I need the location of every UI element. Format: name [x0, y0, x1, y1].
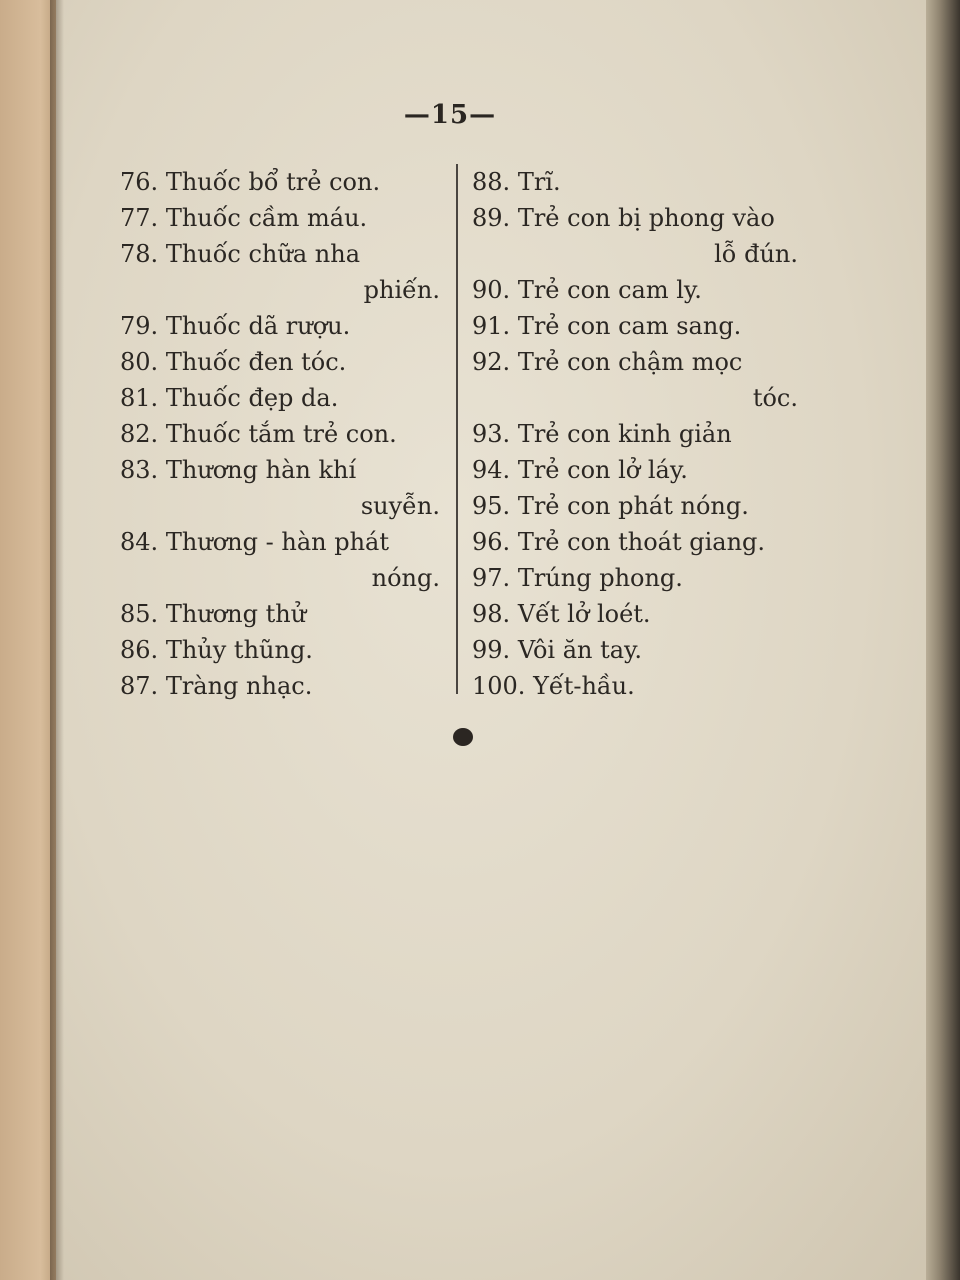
list-item — [120, 668, 440, 704]
item-text: Thuốc đen tóc. — [165, 348, 347, 376]
item-text: Thuốc đẹp da. — [165, 384, 339, 412]
item-text: Trẻ con lở láy. — [517, 456, 688, 484]
list-item — [472, 596, 798, 632]
item-number: 82. — [120, 420, 159, 448]
item-text: Thủy thũng. — [165, 636, 313, 664]
item-text-continuation: nóng. — [371, 564, 440, 592]
item-text: Trúng phong. — [517, 564, 683, 592]
item-text: Trẻ con cam sang. — [517, 312, 742, 340]
item-number: 81. — [120, 384, 159, 412]
list-item — [472, 488, 798, 524]
item-number: 79. — [120, 312, 159, 340]
list-item — [472, 308, 798, 344]
list-item — [120, 416, 440, 452]
item-text: Trĩ. — [517, 168, 561, 196]
item-number: 97. — [472, 564, 511, 592]
list-item — [472, 272, 798, 308]
item-text-continuation: lỗ đún. — [714, 240, 798, 268]
list-item — [472, 524, 798, 560]
item-number: 76. — [120, 168, 159, 196]
list-item — [120, 452, 440, 524]
item-text-continuation: tóc. — [752, 384, 798, 412]
item-text: Thương hàn khí — [165, 456, 357, 484]
item-text: Trẻ con phát nóng. — [517, 492, 749, 520]
item-text: Thuốc cầm máu. — [165, 204, 368, 232]
item-text: Vôi ăn tay. — [517, 636, 643, 664]
item-number: 85. — [120, 600, 159, 628]
list-item — [120, 236, 440, 308]
item-text: Yết-hầu. — [533, 672, 635, 700]
item-number: 94. — [472, 456, 511, 484]
item-number: 99. — [472, 636, 511, 664]
item-text: Trẻ con cam ly. — [517, 276, 702, 304]
item-number: 83. — [120, 456, 159, 484]
list-item — [472, 668, 798, 704]
list-item — [120, 344, 440, 380]
list-item — [120, 596, 440, 632]
item-number: 98. — [472, 600, 511, 628]
item-number: 92. — [472, 348, 511, 376]
list-item — [472, 632, 798, 668]
list-item — [120, 200, 440, 236]
list-item — [120, 632, 440, 668]
item-text: Trẻ con bị phong vào — [517, 204, 775, 232]
item-number: 88. — [472, 168, 511, 196]
item-text-continuation: suyễn. — [360, 492, 440, 520]
list-item — [472, 416, 798, 452]
item-number: 89. — [472, 204, 511, 232]
item-text: Thương - hàn phát — [165, 528, 389, 556]
ink-blot — [453, 728, 473, 746]
item-number: 93. — [472, 420, 511, 448]
item-text: Tràng nhạc. — [165, 672, 313, 700]
list-item — [120, 380, 440, 416]
item-text-continuation: phiến. — [363, 276, 440, 304]
list-item — [472, 164, 798, 200]
column-divider — [456, 164, 458, 694]
left-column — [120, 164, 440, 704]
item-number: 87. — [120, 672, 159, 700]
spine-shadow — [50, 0, 64, 1280]
list-item — [472, 452, 798, 488]
item-text: Vết lở loét. — [517, 600, 651, 628]
item-text: Thuốc bổ trẻ con. — [165, 168, 381, 196]
item-text: Thuốc tắm trẻ con. — [165, 420, 397, 448]
item-number: 80. — [120, 348, 159, 376]
item-text: Trẻ con chậm mọc — [517, 348, 743, 376]
item-text: Thương thử — [165, 600, 307, 628]
page-number: —15— — [403, 100, 497, 130]
item-number: 96. — [472, 528, 511, 556]
page-stack-edge — [926, 0, 960, 1280]
item-number: 95. — [472, 492, 511, 520]
item-number: 90. — [472, 276, 511, 304]
item-number: 77. — [120, 204, 159, 232]
right-column — [472, 164, 798, 704]
item-number: 84. — [120, 528, 159, 556]
item-number: 86. — [120, 636, 159, 664]
item-text: Trẻ con kinh giản — [517, 420, 732, 448]
list-item — [472, 200, 798, 272]
list-item — [472, 344, 798, 416]
item-number: 91. — [472, 312, 511, 340]
item-text: Thuốc chữa nha — [165, 240, 361, 268]
list-item — [120, 308, 440, 344]
list-item — [472, 560, 798, 596]
list-item — [120, 524, 440, 596]
list-item — [120, 164, 440, 200]
item-number: 78. — [120, 240, 159, 268]
item-text: Trẻ con thoát giang. — [517, 528, 766, 556]
item-text: Thuốc dã rượu. — [165, 312, 351, 340]
item-number: 100. — [472, 672, 526, 700]
